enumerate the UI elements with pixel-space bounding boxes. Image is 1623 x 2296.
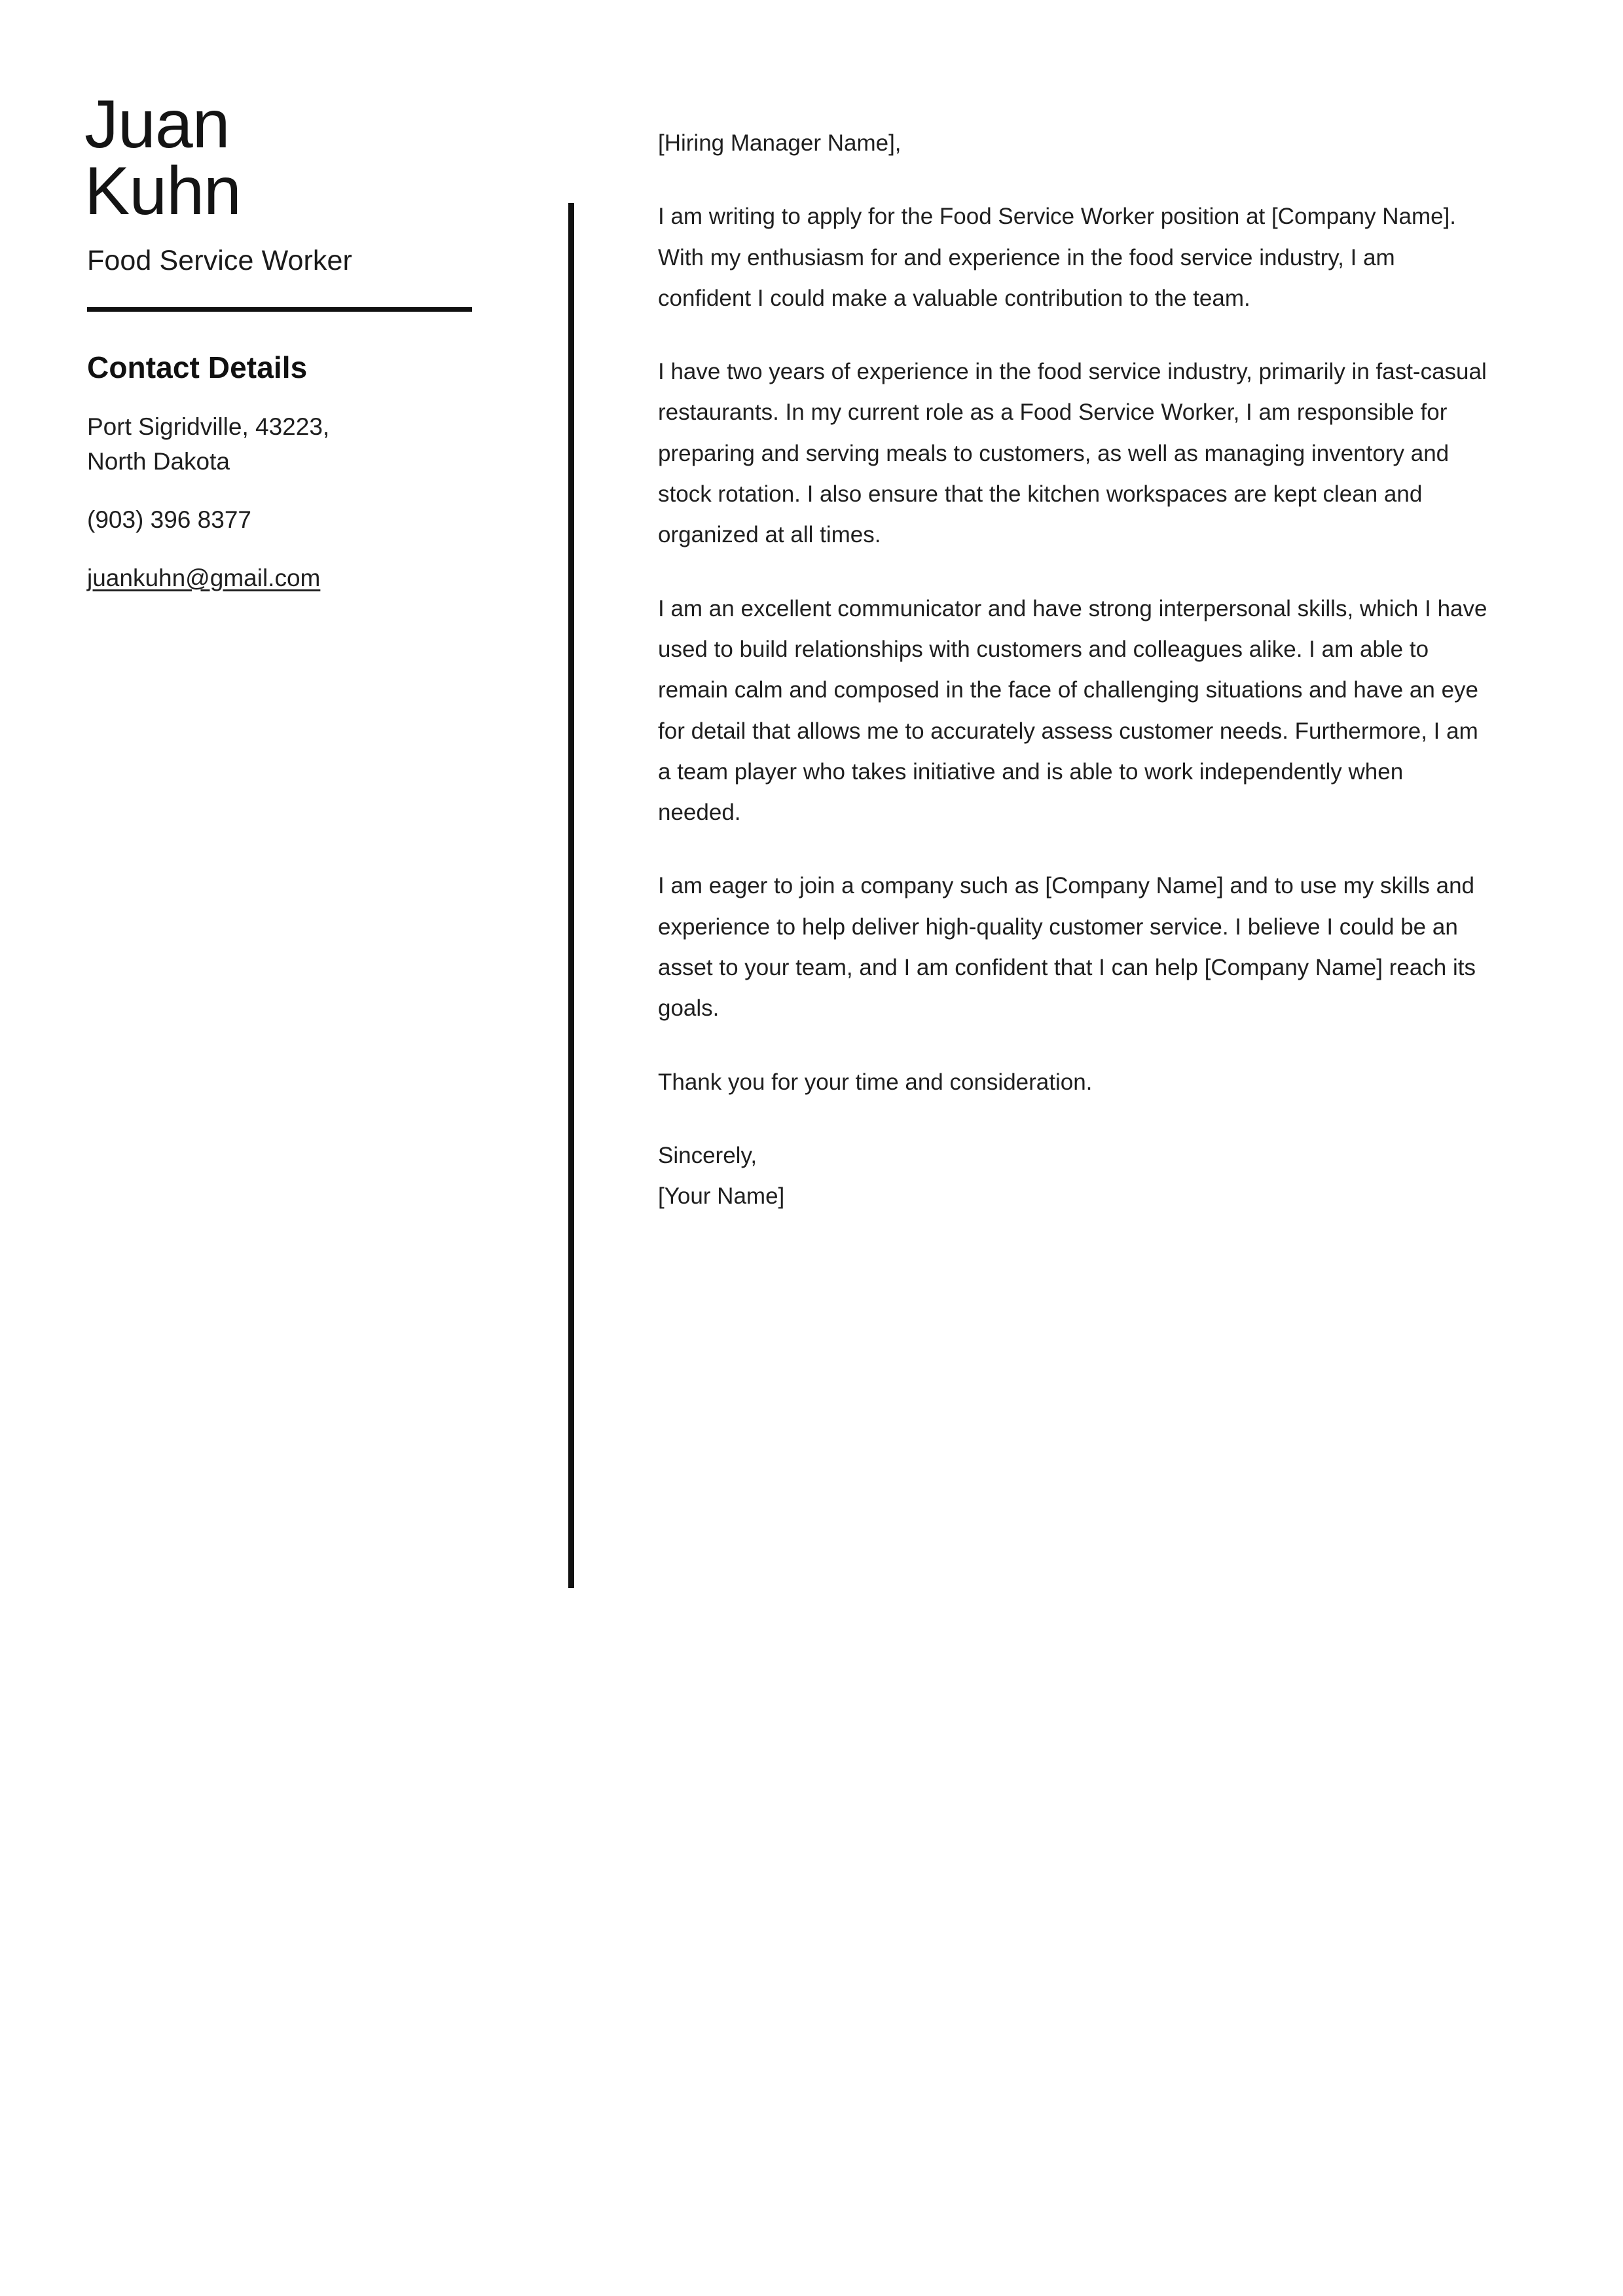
- sidebar: [84, 86, 506, 595]
- vertical-divider: [568, 203, 574, 1588]
- letter-paragraph-2: I have two years of experience in the food service industry, primarily in fast-casual restaurants. In my current role as a Food Service Worker, I am responsible for preparing and serving meals to customers, as well as managing inventory and stock rotation. I also ensure that the kitchen workspaces are kept clean and organized at all times.: [658, 359, 1487, 548]
- letter-paragraph-1: I am writing to apply for the Food Service Worker position at [Company Name]. With my enthusiasm for and experience in the food service industry, I am confident I could make a valuable contribution to the team.: [658, 204, 1457, 311]
- letter-thanks: Thank you for your time and consideration.: [658, 1069, 1093, 1095]
- applicant-last-name: Kuhn: [84, 153, 241, 229]
- contact-email-row: [87, 561, 506, 596]
- applicant-name: [84, 86, 506, 229]
- contact-address-line2: North Dakota: [87, 447, 230, 475]
- letter-closing: Sincerely,: [658, 1142, 757, 1168]
- letter-signoff: [658, 1136, 1489, 1217]
- letter-body: [658, 123, 1489, 1217]
- contact-details-heading: Contact Details: [87, 350, 308, 384]
- letter-signature: [Your Name]: [658, 1183, 785, 1210]
- applicant-first-name: Juan: [84, 86, 230, 162]
- letter-salutation: [Hiring Manager Name],: [658, 130, 902, 156]
- contact-address: [87, 410, 506, 479]
- contact-email-link[interactable]: juankuhn@gmail.com: [87, 564, 321, 591]
- applicant-job-title: Food Service Worker: [87, 244, 352, 276]
- sidebar-divider-rule: [87, 307, 472, 312]
- letter-paragraph-3: I am an excellent communicator and have strong interpersonal skills, which I have used to build relationships with customers and colleagues alike. I am able to remain calm and composed in the face of challenging situations and have an eye for detail that allows me to accurately assess customer needs. Furthermore, I am a team player who takes initiative and is able to work independently when needed.: [658, 595, 1487, 826]
- contact-address-line1: Port Sigridville, 43223,: [87, 413, 330, 440]
- letter-paragraph-4: I am eager to join a company such as [Company Name] and to use my skills and experience to help deliver high-quality customer service. I believe I could be an asset to your team, and I am confident that I can help [Company Name] reach its goals.: [658, 873, 1476, 1022]
- contact-phone-value: (903) 396 8377: [87, 506, 251, 533]
- contact-details-list: [87, 410, 506, 596]
- contact-phone: [87, 503, 506, 538]
